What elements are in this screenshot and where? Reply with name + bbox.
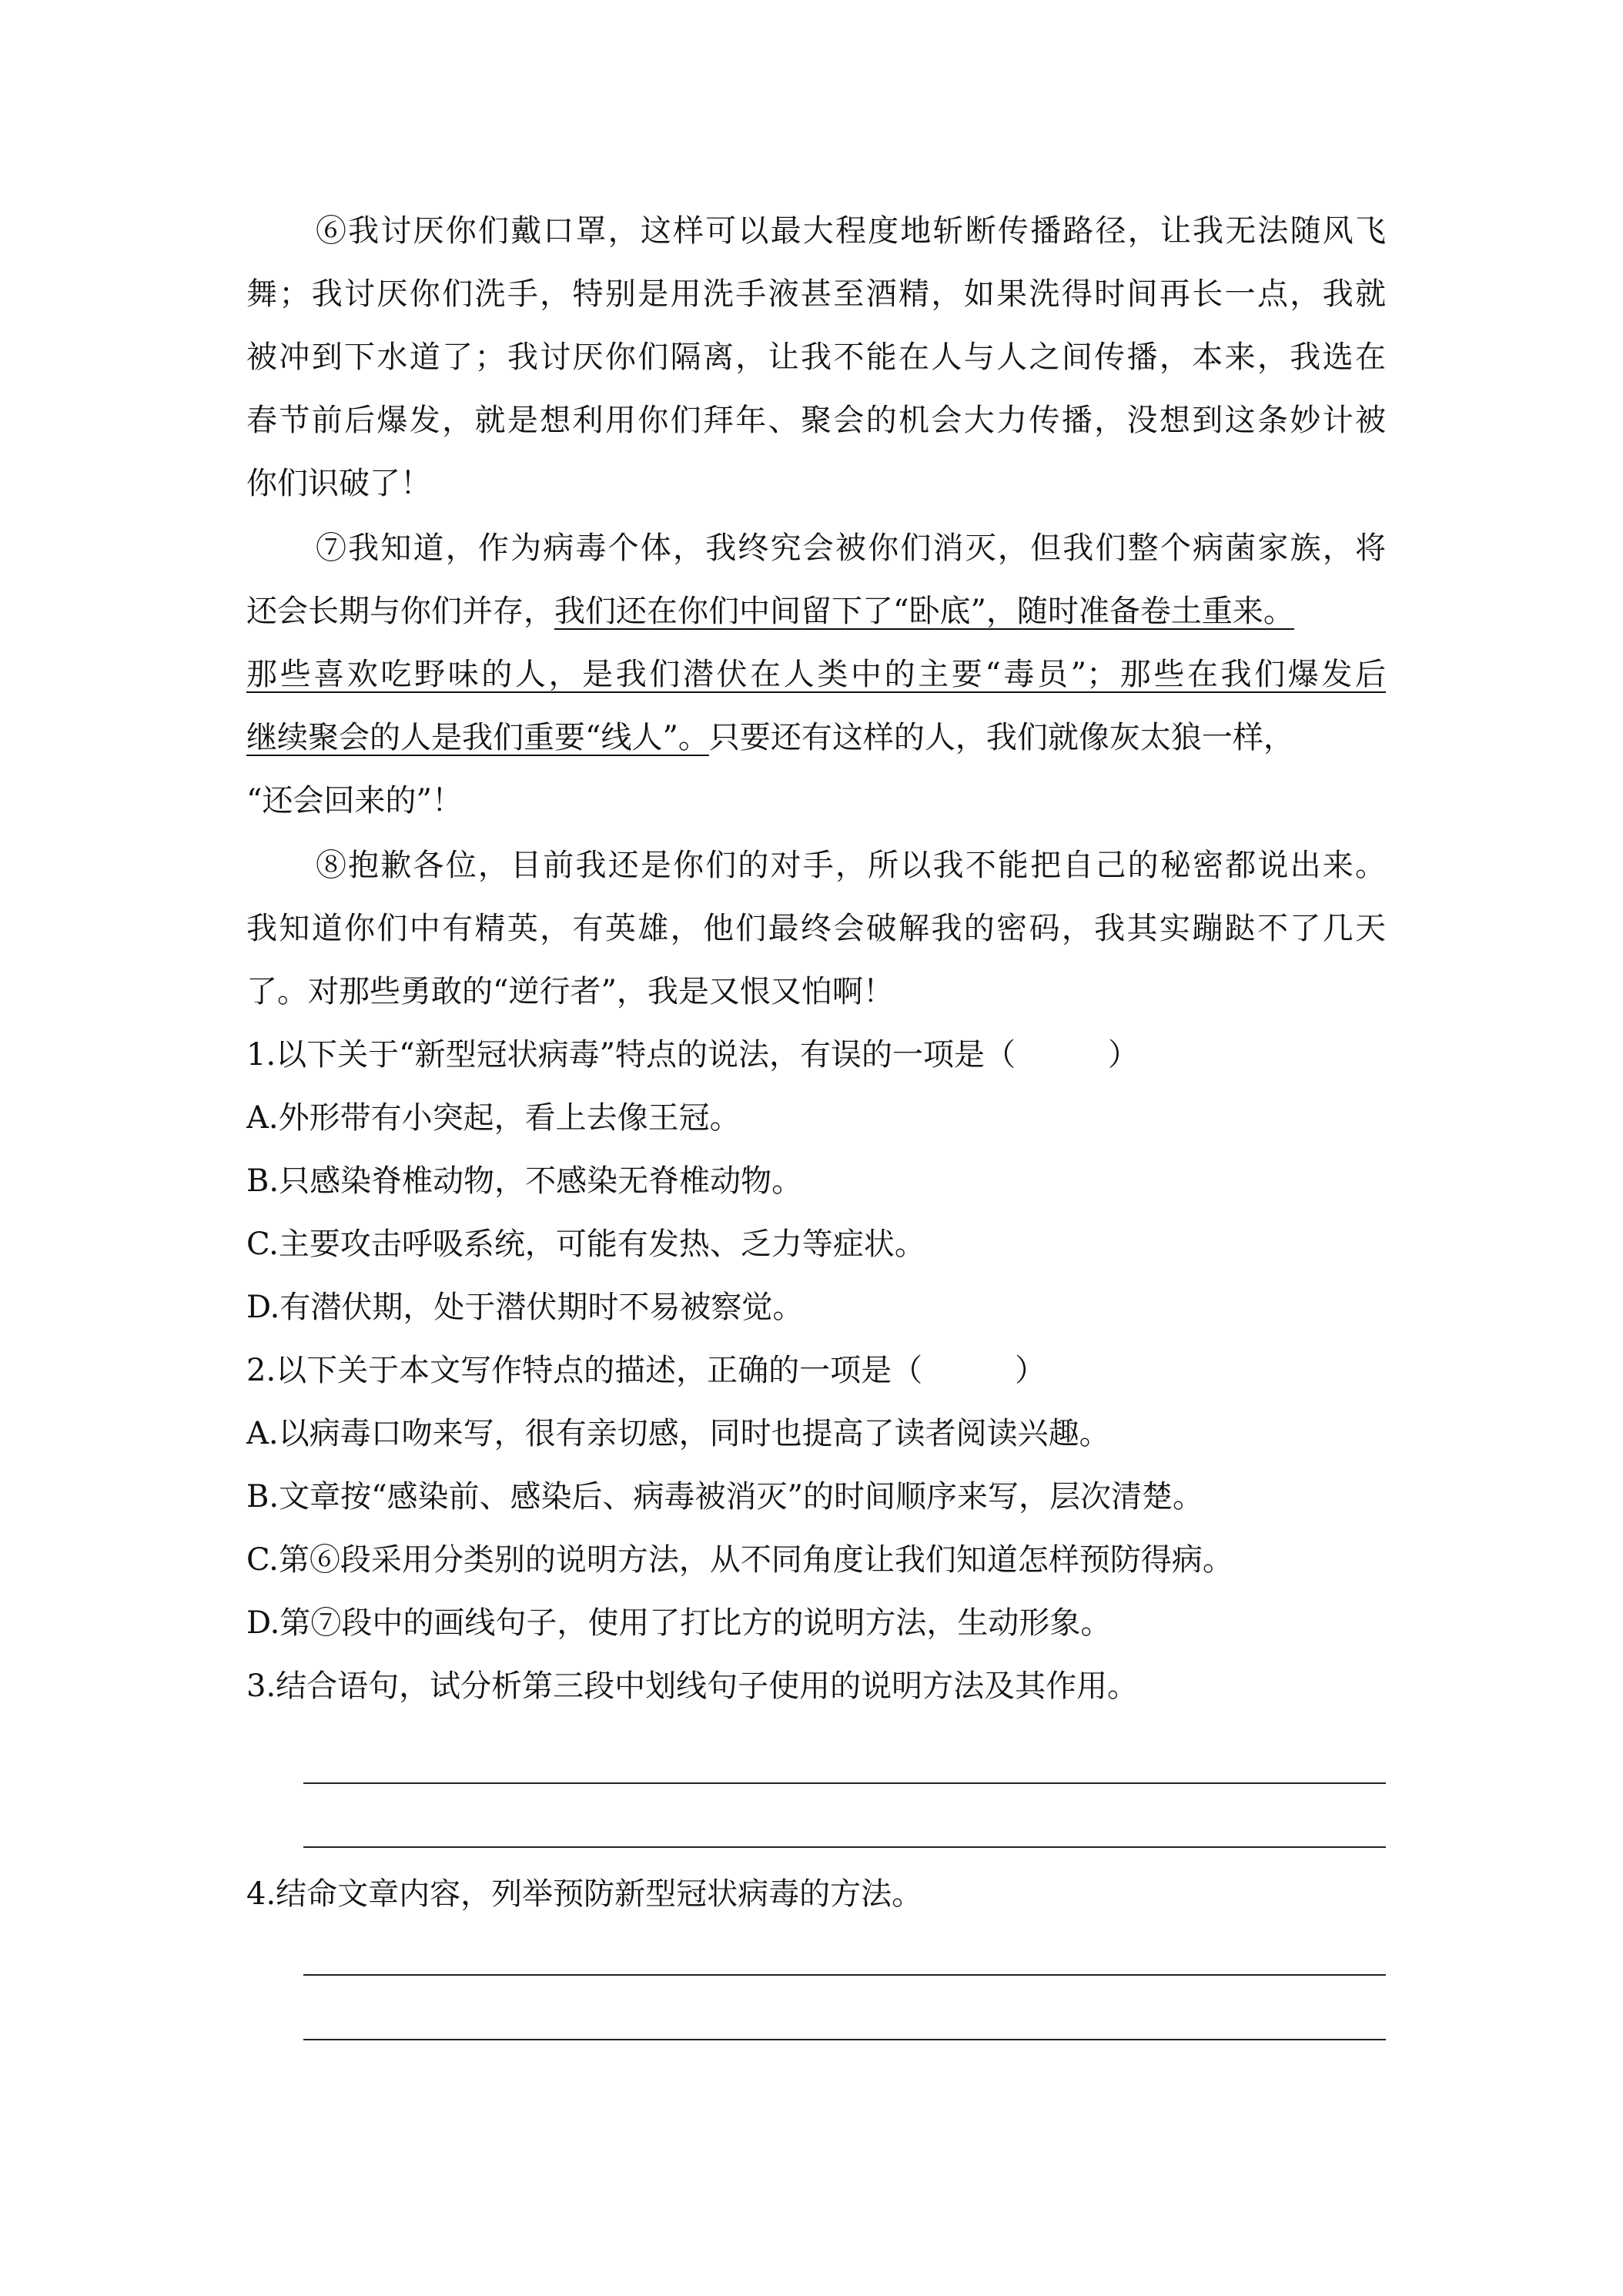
question-1-option-a: A.外形带有小突起，看上去像王冠。 <box>246 1100 741 1136</box>
paragraph-7-line-5: “还会回来的”！ <box>246 783 463 818</box>
paragraph-7-line-4-plain: 只要还有这样的人，我们就像灰太狼一样， <box>708 720 1294 755</box>
question-3-stem: 3.结合语句，试分析第三段中划线句子使用的说明方法及其作用。 <box>246 1668 1139 1704</box>
question-1-option-b: B.只感染脊椎动物，不感染无脊椎动物。 <box>246 1163 803 1199</box>
paragraph-7-line-1: ⑦我知道，作为病毒个体，我终究会被你们消灭，但我们整个病菌家族，将 <box>316 530 1386 566</box>
underlined-sentence-part-3: 继续聚会的人是我们重要“线人”。 <box>246 720 709 755</box>
paragraph-6-line-1: ⑥我讨厌你们戴口罩，这样可以最大程度地斩断传播路径，让我无法随风飞 <box>316 213 1386 249</box>
underlined-sentence-part-2: 那些喜欢吃野味的人，是我们潜伏在人类中的主要“毒员”；那些在我们爆发后 <box>246 657 1386 692</box>
paragraph-6-line-5: 你们识破了！ <box>246 466 431 501</box>
paragraph-7-line-3 <box>246 651 1386 698</box>
question-2-option-c: C.第⑥段采用分类别的说明方法，从不同角度让我们知道怎样预防得病。 <box>246 1542 1233 1578</box>
paragraph-6-line-2: 舞；我讨厌你们洗手，特别是用洗手液甚至酒精，如果洗得时间再长一点，我就 <box>246 276 1386 312</box>
paragraph-6-line-4: 春节前后爆发，就是想利用你们拜年、聚会的机会大力传播，没想到这条妙计被 <box>246 403 1386 438</box>
paragraph-7-line-2-plain: 还会长期与你们并存， <box>246 594 554 629</box>
underlined-sentence-part-1: 我们还在你们中间留下了“卧底”，随时准备卷土重来。 <box>554 594 1294 629</box>
paragraph-7-line-2 <box>246 588 1386 634</box>
paragraph-6-line-3: 被冲到下水道了；我讨厌你们隔离，让我不能在人与人之间传播，本来，我选在 <box>246 340 1386 375</box>
paragraph-8-line-3: 了。对那些勇敢的“逆行者”，我是又恨又怕啊！ <box>246 974 894 1009</box>
question-3-answer-line-2[interactable] <box>303 1846 1386 1848</box>
question-2-option-a: A.以病毒口吻来写，很有亲切感，同时也提高了读者阅读兴趣。 <box>246 1416 1110 1451</box>
question-4-stem: 4.结命文章内容，列举预防新型冠状病毒的方法。 <box>246 1876 923 1912</box>
question-4-answer-line-2[interactable] <box>303 2039 1386 2040</box>
question-2-stem: 2.以下关于本文写作特点的描述，正确的一项是（ ） <box>246 1353 1046 1388</box>
paragraph-8-line-2: 我知道你们中有精英，有英雄，他们最终会破解我的密码，我其实蹦跶不了几天 <box>246 911 1386 946</box>
question-2-option-b: B.文章按“感染前、感染后、病毒被消灭”的时间顺序来写，层次清楚。 <box>246 1479 1204 1514</box>
question-1-option-c: C.主要攻击呼吸系统，可能有发热、乏力等症状。 <box>246 1227 925 1262</box>
question-1-option-d: D.有潜伏期，处于潜伏期时不易被察觉。 <box>246 1290 804 1325</box>
question-1-stem: 1.以下关于“新型冠状病毒”特点的说法，有误的一项是（ ） <box>246 1037 1139 1073</box>
paragraph-8-line-1: ⑧抱歉各位，目前我还是你们的对手，所以我不能把自己的秘密都说出来。 <box>316 848 1386 883</box>
question-4-answer-line-1[interactable] <box>303 1974 1386 1976</box>
question-2-option-d: D.第⑦段中的画线句子，使用了打比方的说明方法，生动形象。 <box>246 1605 1112 1641</box>
paragraph-7-line-4 <box>246 715 1386 761</box>
question-3-answer-line-1[interactable] <box>303 1782 1386 1784</box>
